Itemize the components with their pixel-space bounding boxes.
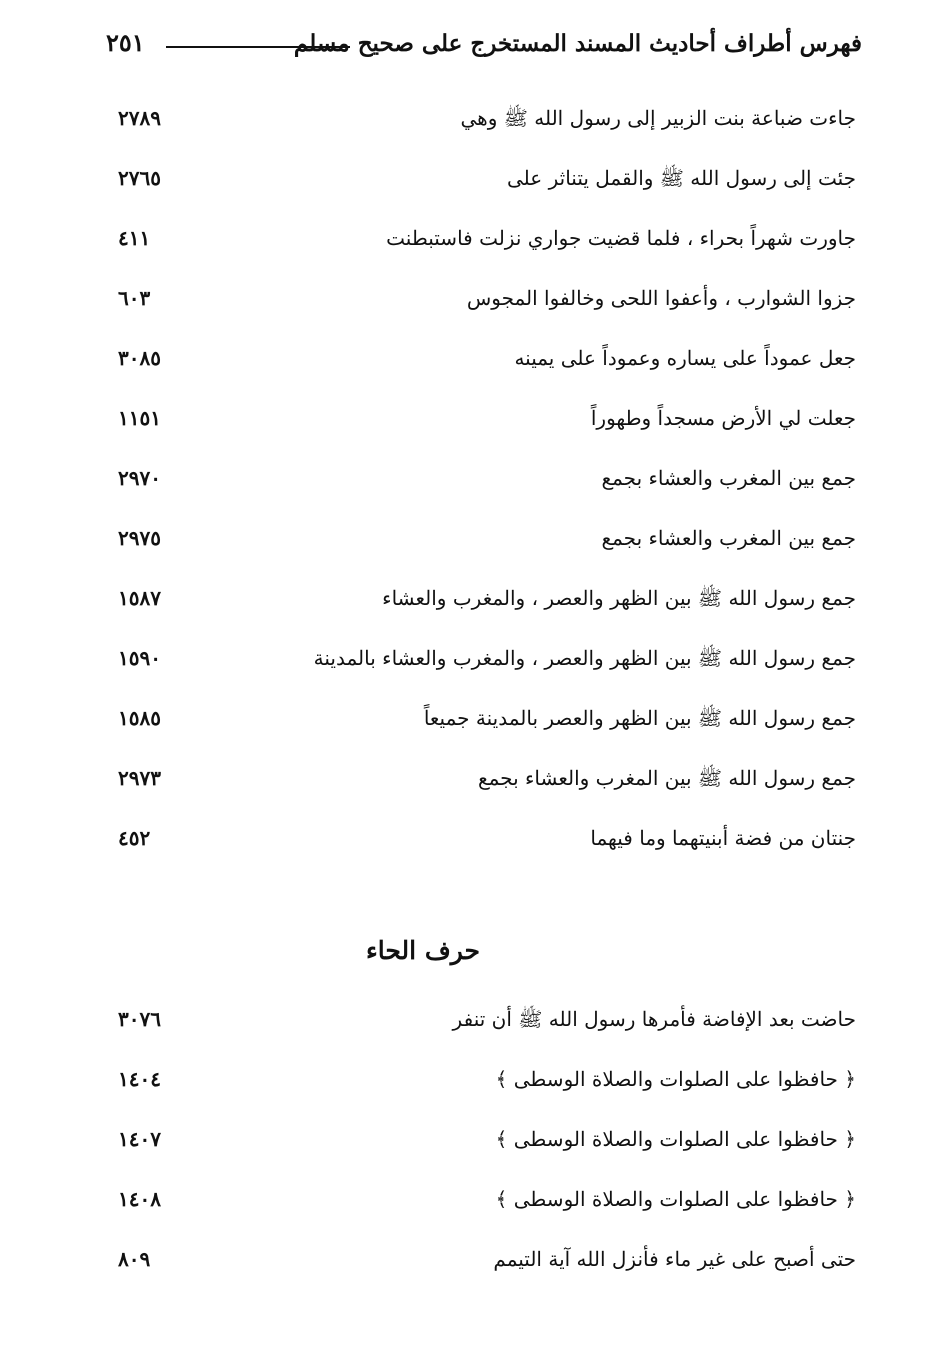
index-entry xyxy=(100,578,860,618)
entry-text: جعل عموداً على يساره وعموداً على يمينه xyxy=(514,346,856,370)
entry-number: ١٥٩٠ xyxy=(118,646,161,670)
index-entry xyxy=(100,638,860,678)
entry-text: جاءت ضباعة بنت الزبير إلى رسول الله ﷺ وهي xyxy=(460,106,856,130)
index-entry xyxy=(100,98,860,138)
header-title: فهرس أطراف أحاديث المسند المستخرج على صحيح مسلم xyxy=(293,30,862,57)
entry-text: حاضت بعد الإفاضة فأمرها رسول الله ﷺ أن تنفر xyxy=(452,1007,856,1031)
running-header xyxy=(100,26,862,66)
entry-number: ١٥٨٥ xyxy=(118,706,161,730)
index-entry xyxy=(100,458,860,498)
entry-text: جمع رسول الله ﷺ بين الظهر والعصر ، والمغرب والعشاء بالمدينة xyxy=(313,646,856,670)
entry-number: ١١٥١ xyxy=(118,406,161,430)
index-entry xyxy=(100,698,860,738)
index-entry xyxy=(100,278,860,318)
header-rule xyxy=(166,46,350,48)
index-entry xyxy=(100,158,860,198)
index-entry xyxy=(100,1179,860,1219)
entry-number: ٢٩٧٥ xyxy=(118,526,161,550)
index-entry xyxy=(100,1059,860,1099)
entry-number: ٣٠٨٥ xyxy=(118,346,161,370)
entry-number: ١٤٠٧ xyxy=(118,1127,161,1151)
index-entry xyxy=(100,218,860,258)
entry-text: جمع رسول الله ﷺ بين الظهر والعصر ، والمغرب والعشاء xyxy=(382,586,856,610)
entry-text: جمع رسول الله ﷺ بين المغرب والعشاء بجمع xyxy=(477,766,856,790)
entry-number: ١٥٨٧ xyxy=(118,586,161,610)
entry-text: جعلت لي الأرض مسجداً وطهوراً xyxy=(590,406,856,430)
index-entry xyxy=(100,818,860,858)
index-entry xyxy=(100,1239,860,1279)
entry-number: ٦٠٣ xyxy=(118,286,151,310)
entry-text: جمع بين المغرب والعشاء بجمع xyxy=(601,466,856,490)
entry-text: جمع رسول الله ﷺ بين الظهر والعصر بالمدينة جميعاً xyxy=(423,706,856,730)
entry-text: جمع بين المغرب والعشاء بجمع xyxy=(601,526,856,550)
page-number: ٢٥١ xyxy=(106,28,145,57)
entry-number: ٢٩٧٠ xyxy=(118,466,161,490)
entry-number: ٢٧٨٩ xyxy=(118,106,161,130)
entry-text: جنتان من فضة أبنيتهما وما فيهما xyxy=(590,826,856,850)
index-entry xyxy=(100,398,860,438)
entry-number: ١٤٠٨ xyxy=(118,1187,161,1211)
section-heading: حرف الحاء xyxy=(366,936,480,965)
entry-text: جاورت شهراً بحراء ، فلما قضيت جواري نزلت فاستبطنت xyxy=(386,226,856,250)
index-entry xyxy=(100,338,860,378)
index-entry xyxy=(100,1119,860,1159)
index-entry xyxy=(100,518,860,558)
index-entry xyxy=(100,758,860,798)
entry-number: ١٤٠٤ xyxy=(118,1067,161,1091)
entry-number: ٤٥٢ xyxy=(118,826,151,850)
entry-text: حتى أصبح على غير ماء فأنزل الله آية التيمم xyxy=(493,1247,856,1271)
entry-text: ﴿ حافظوا على الصلوات والصلاة الوسطى ﴾ xyxy=(495,1127,856,1151)
entry-number: ٢٧٦٥ xyxy=(118,166,161,190)
entry-text: ﴿ حافظوا على الصلوات والصلاة الوسطى ﴾ xyxy=(495,1067,856,1091)
entry-number: ٨٠٩ xyxy=(118,1247,151,1271)
entry-number: ٣٠٧٦ xyxy=(118,1007,161,1031)
entry-number: ٢٩٧٣ xyxy=(118,766,161,790)
entry-number: ٤١١ xyxy=(118,226,151,250)
entry-text: جئت إلى رسول الله ﷺ والقمل يتناثر على xyxy=(507,166,856,190)
entry-text: جزوا الشوارب ، وأعفوا اللحى وخالفوا المجوس xyxy=(466,286,856,310)
entry-text: ﴿ حافظوا على الصلوات والصلاة الوسطى ﴾ xyxy=(495,1187,856,1211)
index-entry xyxy=(100,999,860,1039)
